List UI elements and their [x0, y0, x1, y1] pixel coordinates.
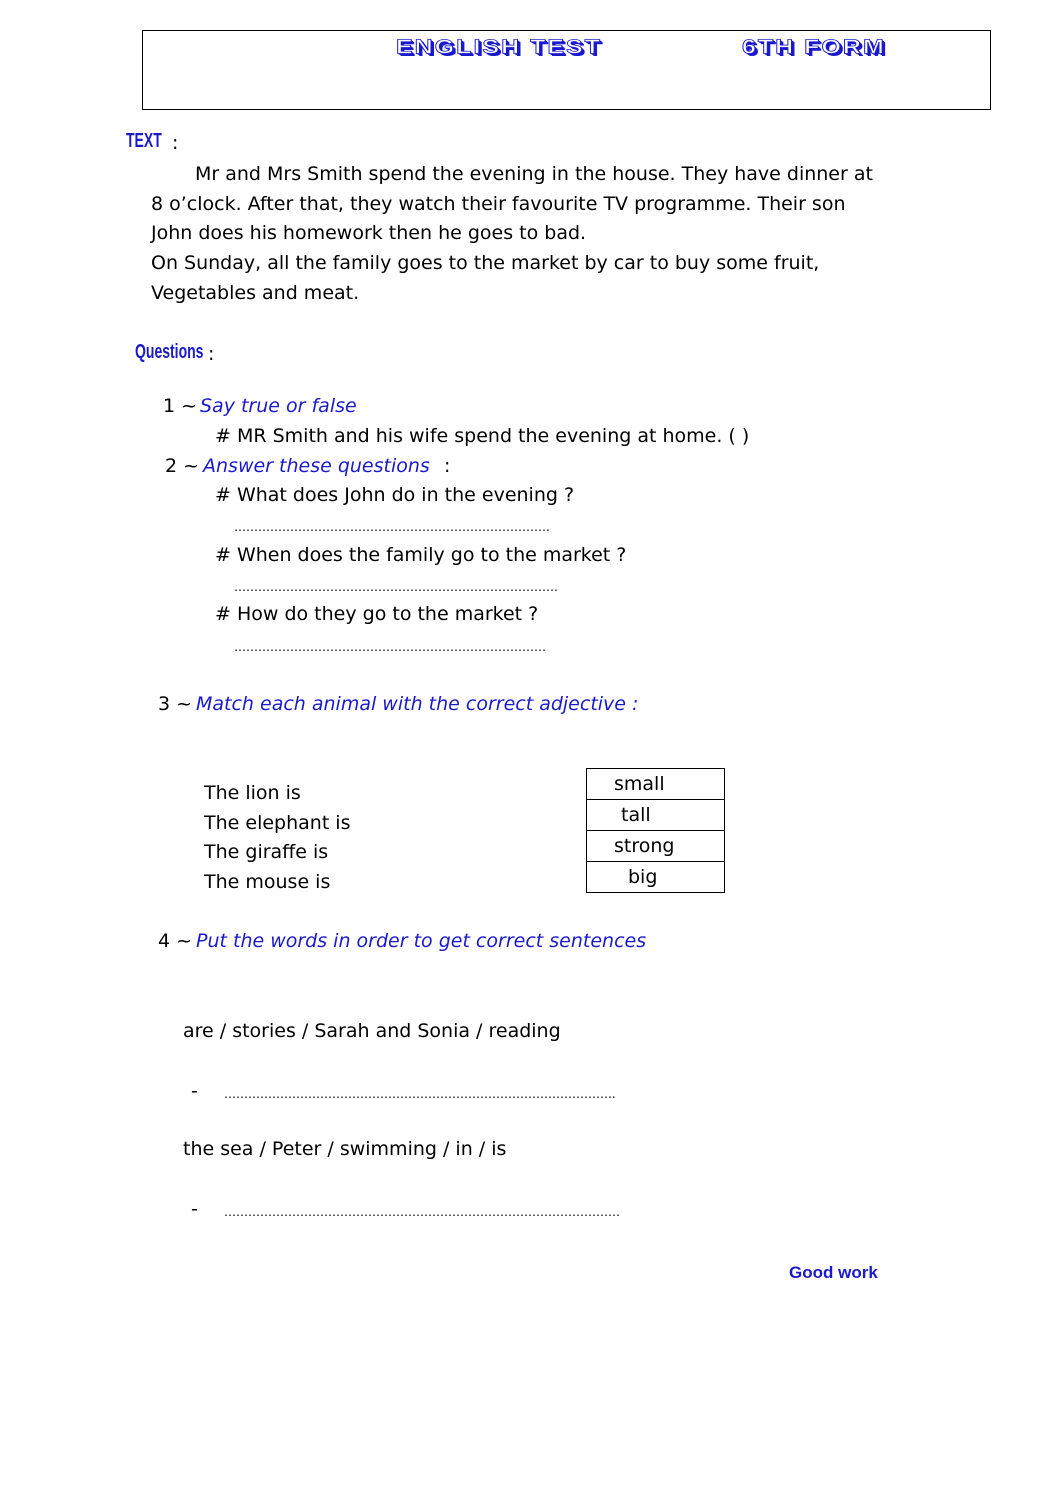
adjective-cell: tall [587, 800, 724, 831]
match-subject: The elephant is [204, 812, 351, 834]
title-left: ENGLISH TEST [396, 36, 602, 59]
title-right: 6TH FORM [742, 36, 886, 59]
q4-instruction: Put the words in order to get correct sentences [196, 930, 647, 952]
passage-line: On Sunday, all the family goes to the market by car to buy some fruit, [151, 252, 820, 274]
q1-instruction: Say true or false [200, 395, 357, 417]
adjective-cell: big [628, 866, 658, 888]
q3-number: 3 ~ [158, 693, 193, 715]
q2-question: # How do they go to the market ? [215, 603, 539, 625]
q2-number: 2 ~ [165, 455, 200, 477]
text-heading: TEXT [126, 130, 162, 152]
q2-question: # When does the family go to the market ? [215, 544, 627, 566]
scrambled-words: are / stories / Sarah and Sonia / reading [183, 1020, 561, 1042]
questions-heading: Questions [135, 341, 204, 363]
passage-line: Vegetables and meat. [151, 282, 360, 304]
match-subject: The giraffe is [204, 841, 329, 863]
passage-line: 8 o’clock. After that, they watch their favourite TV programme. Their son [151, 193, 846, 215]
passage-line: John does his homework then he goes to bad. [151, 222, 587, 244]
answer-line[interactable]: …………………………………………………………………… [234, 640, 546, 654]
dash: - [191, 1198, 198, 1220]
colon: : [172, 132, 179, 154]
answer-line[interactable]: ……………………………………………………………………… [234, 580, 558, 594]
q1-number: 1 ~ [163, 395, 198, 417]
dash: - [191, 1080, 198, 1102]
answer-line[interactable]: …………………………………………………………………………………….. [224, 1087, 616, 1101]
answer-line[interactable]: ……………………………………………………………………. [234, 520, 550, 534]
passage-line: Mr and Mrs Smith spend the evening in the house. They have dinner at [195, 163, 873, 185]
adjective-table [586, 768, 725, 893]
q2-instruction: Answer these questions [203, 455, 430, 477]
q4-number: 4 ~ [158, 930, 193, 952]
scrambled-words: the sea / Peter / swimming / in / is [183, 1138, 507, 1160]
adjective-cell: strong [587, 831, 724, 862]
colon: : [444, 455, 451, 477]
q2-question: # What does John do in the evening ? [215, 484, 575, 506]
answer-line[interactable]: ……………………………………………………………………………………… [224, 1205, 620, 1219]
adjective-cell: small [587, 769, 724, 800]
colon: : [208, 343, 215, 365]
match-subject: The mouse is [204, 871, 331, 893]
closing-text: Good work [789, 1263, 878, 1282]
q1-statement: # MR Smith and his wife spend the evening at home. ( ) [215, 425, 750, 447]
match-subject: The lion is [204, 782, 301, 804]
q3-instruction: Match each animal with the correct adjective : [196, 693, 639, 715]
